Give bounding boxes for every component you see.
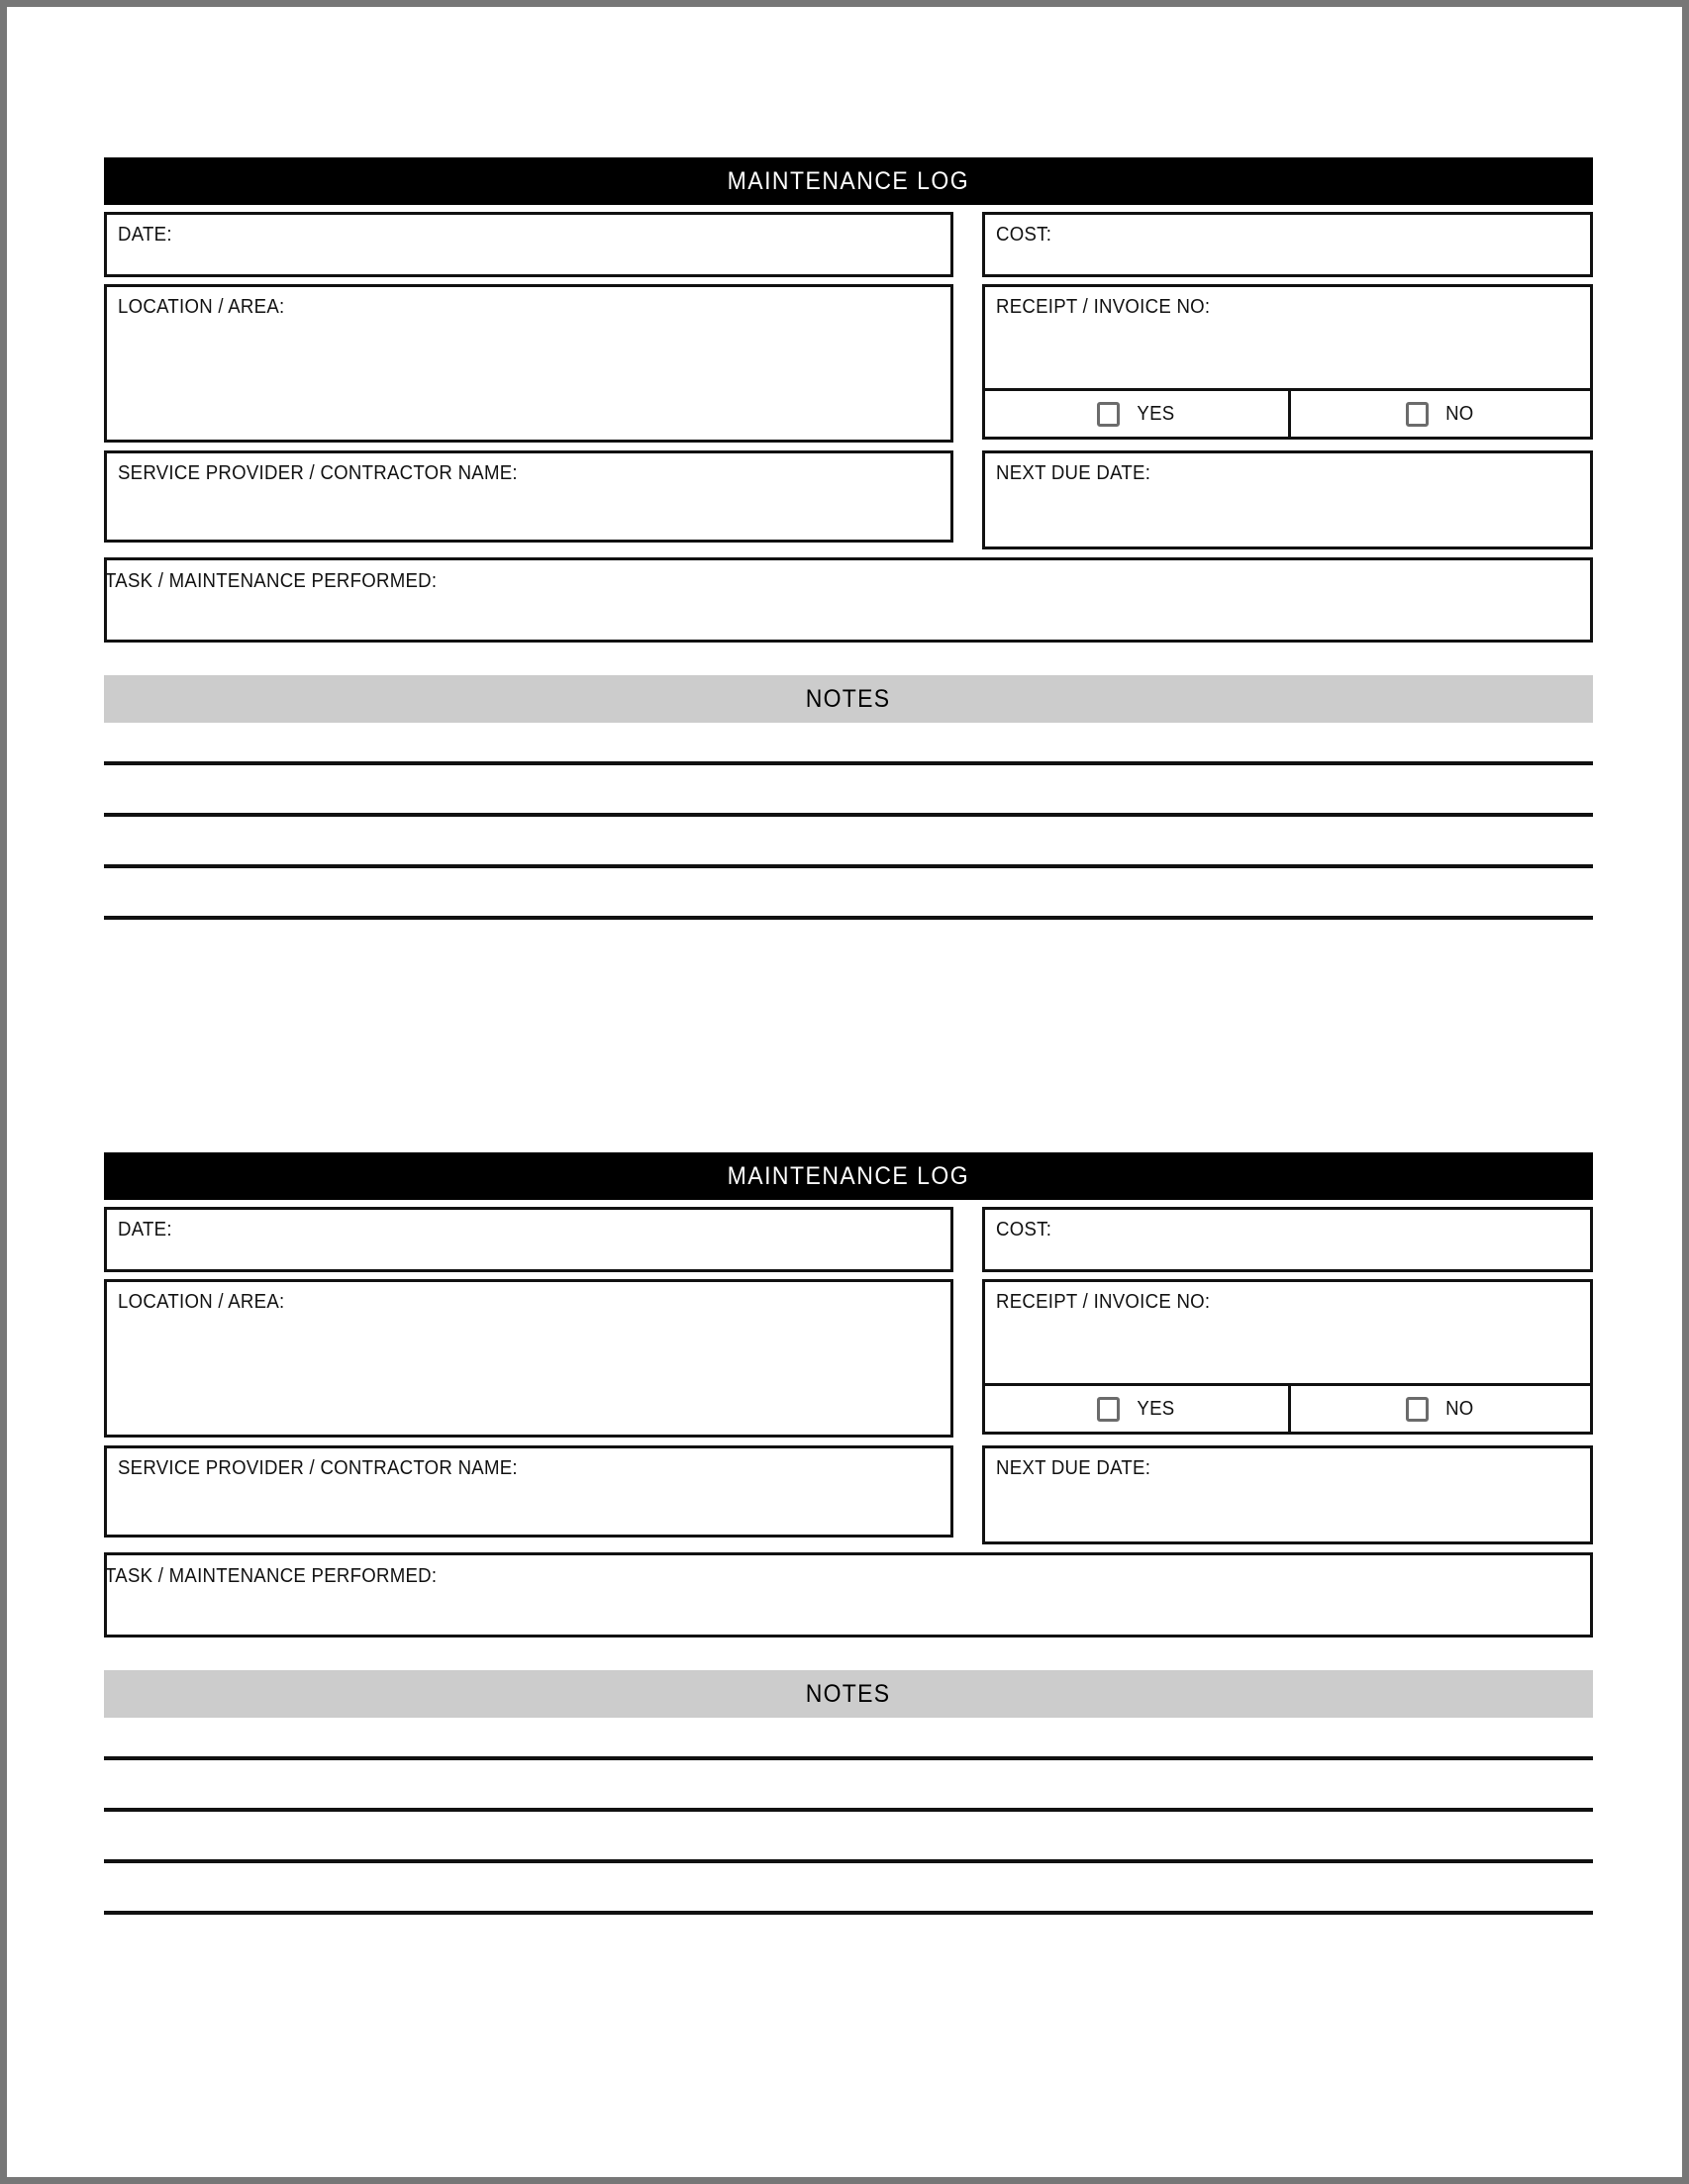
block-2-notes-lines[interactable] xyxy=(104,1756,1593,1915)
block-1-location-field[interactable] xyxy=(104,284,953,443)
block-2-date-field[interactable] xyxy=(104,1207,953,1272)
block-2-service-provider-field[interactable] xyxy=(104,1445,953,1538)
notes-rule-line xyxy=(104,1911,1593,1915)
block-1-service-provider-label: SERVICE PROVIDER / CONTRACTOR NAME: xyxy=(118,462,518,484)
block-1-service-provider-field[interactable] xyxy=(104,450,953,543)
block-2-receipt-no-option[interactable] xyxy=(1288,1386,1591,1432)
block-2-receipt-yes-option[interactable] xyxy=(985,1386,1288,1432)
block-1-receipt-label: RECEIPT / INVOICE NO: xyxy=(996,296,1211,318)
maintenance-log-block-2 xyxy=(104,1152,1593,1915)
notes-rule-line xyxy=(104,1859,1593,1863)
block-1-row-location-receipt xyxy=(104,284,1593,443)
notes-rule-line xyxy=(104,1808,1593,1812)
block-1-receipt-yes-option[interactable] xyxy=(985,391,1288,437)
block-1-row-date-cost xyxy=(104,212,1593,277)
notes-rule-line xyxy=(104,761,1593,765)
block-1-notes-band xyxy=(104,675,1593,723)
block-2-notes-band xyxy=(104,1670,1593,1718)
block-2-receipt-field[interactable] xyxy=(982,1279,1593,1386)
notes-rule-line xyxy=(104,813,1593,817)
block-2-title: MAINTENANCE LOG xyxy=(727,1161,970,1190)
block-1-notes-heading: NOTES xyxy=(806,684,891,713)
block-2-task-label: TASK / MAINTENANCE PERFORMED: xyxy=(105,1565,438,1587)
block-2-date-label: DATE: xyxy=(118,1219,172,1241)
checkbox-icon-yes[interactable] xyxy=(1097,1397,1120,1422)
block-2-notes-heading: NOTES xyxy=(806,1679,891,1708)
block-2-cost-label: COST: xyxy=(996,1219,1052,1241)
block-1-receipt-yes-label: YES xyxy=(1137,402,1175,425)
block-2-row-location-receipt xyxy=(104,1279,1593,1438)
block-1-location-label: LOCATION / AREA: xyxy=(118,296,285,318)
notes-rule-line xyxy=(104,1756,1593,1760)
block-2-next-due-date-label: NEXT DUE DATE: xyxy=(996,1457,1151,1479)
block-1-task-field[interactable] xyxy=(104,557,1593,643)
block-1-date-label: DATE: xyxy=(118,224,172,246)
block-1-next-due-date-field[interactable] xyxy=(982,450,1593,549)
checkbox-icon-yes[interactable] xyxy=(1097,402,1120,427)
block-2-cost-field[interactable] xyxy=(982,1207,1593,1272)
block-2-location-field[interactable] xyxy=(104,1279,953,1438)
block-1-receipt-options xyxy=(982,391,1593,440)
checkbox-icon-no[interactable] xyxy=(1406,1397,1429,1422)
block-1-receipt-no-option[interactable] xyxy=(1288,391,1591,437)
maintenance-log-block-1 xyxy=(104,157,1593,920)
notes-rule-line xyxy=(104,916,1593,920)
block-1-task-label: TASK / MAINTENANCE PERFORMED: xyxy=(105,570,438,592)
block-2-receipt-label: RECEIPT / INVOICE NO: xyxy=(996,1291,1211,1313)
block-1-row-provider-nextdue xyxy=(104,450,1593,549)
block-1-receipt-field[interactable] xyxy=(982,284,1593,391)
notes-rule-line xyxy=(104,864,1593,868)
block-2-receipt-options xyxy=(982,1386,1593,1435)
block-2-next-due-date-field[interactable] xyxy=(982,1445,1593,1544)
block-2-row-provider-nextdue xyxy=(104,1445,1593,1544)
block-2-service-provider-label: SERVICE PROVIDER / CONTRACTOR NAME: xyxy=(118,1457,518,1479)
block-2-row-date-cost xyxy=(104,1207,1593,1272)
block-2-task-field[interactable] xyxy=(104,1552,1593,1638)
page-canvas xyxy=(7,7,1682,2177)
block-1-next-due-date-label: NEXT DUE DATE: xyxy=(996,462,1151,484)
block-1-cost-field[interactable] xyxy=(982,212,1593,277)
block-2-receipt-group xyxy=(982,1279,1593,1438)
block-1-date-field[interactable] xyxy=(104,212,953,277)
block-2-location-label: LOCATION / AREA: xyxy=(118,1291,285,1313)
block-1-title-bar xyxy=(104,157,1593,205)
block-1-notes-lines[interactable] xyxy=(104,761,1593,920)
block-1-receipt-group xyxy=(982,284,1593,443)
checkbox-icon-no[interactable] xyxy=(1406,402,1429,427)
block-1-receipt-no-label: NO xyxy=(1445,402,1474,425)
block-2-receipt-no-label: NO xyxy=(1445,1397,1474,1420)
block-1-cost-label: COST: xyxy=(996,224,1052,246)
block-2-title-bar xyxy=(104,1152,1593,1200)
block-1-title: MAINTENANCE LOG xyxy=(727,166,970,195)
block-2-receipt-yes-label: YES xyxy=(1137,1397,1175,1420)
